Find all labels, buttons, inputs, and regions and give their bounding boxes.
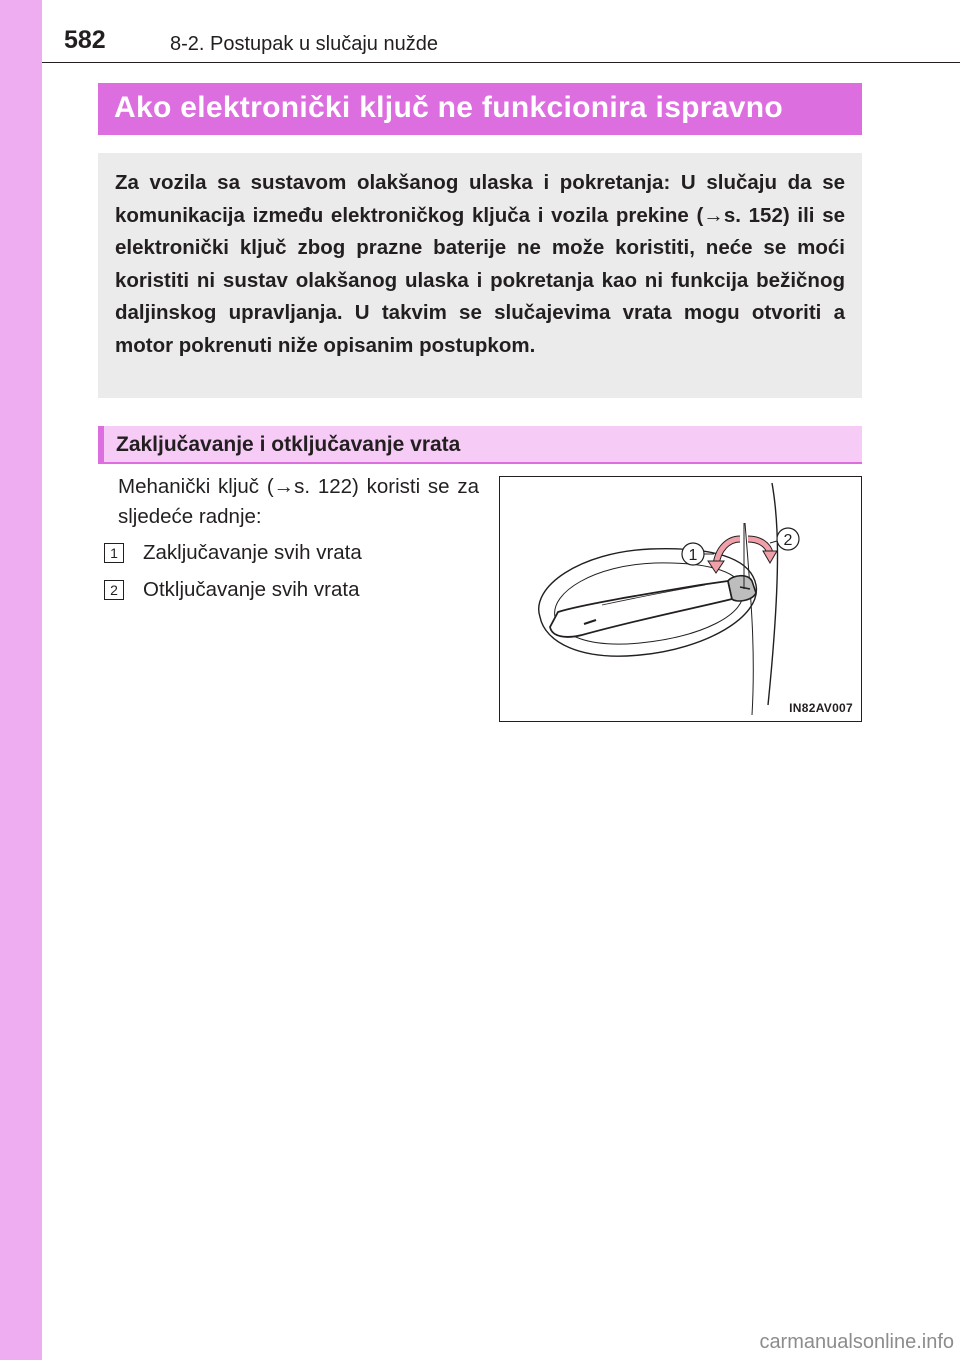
callout-leader-2 <box>770 541 777 543</box>
section-heading: Zaključavanje i otključavanje vrata <box>116 433 461 456</box>
section-heading-accent <box>98 426 104 464</box>
door-panel-line <box>745 523 753 715</box>
key-cylinder <box>728 576 756 601</box>
unlock-arrow-head <box>763 551 777 563</box>
chapter-heading: 8-2. Postupak u slučaju nužde <box>170 33 438 55</box>
door-edge-line <box>768 483 778 705</box>
door-handle-illustration <box>499 476 862 722</box>
list-number-box: 2 <box>104 580 124 600</box>
list-item-label: Zaključavanje svih vrata <box>143 541 362 564</box>
side-color-strip <box>0 0 42 1360</box>
section-body-text: Mehanički ključ (→s. 122) koristi se za sljedeće radnje: <box>118 475 479 528</box>
section-heading-bar <box>98 426 862 462</box>
header-divider <box>42 62 960 63</box>
figure-code: IN82AV007 <box>789 701 853 715</box>
door-handle-drawing <box>500 477 861 721</box>
page-title: Ako elektronički ključ ne funkcionira ispravno <box>114 91 783 124</box>
callout-number-2: 2 <box>783 532 793 549</box>
intro-text: Za vozila sa sustavom olakšanog ulaska i pokretanja: U slučaju da se komunikacija između elektroničkog ključa i vozila prekine (→s. 152) ili se elektronički ključ zbog prazne baterije ne može koristiti, neće se moći koristiti ni sustav olakšanog ulaska i pokretanja kao ni funkcija bežičnog daljinskog upravljanja. U takvim se slučajevima vrata mogu otvoriti a motor pokrenuti niže opisanim postupkom. <box>115 171 845 357</box>
list-number-box: 1 <box>104 543 124 563</box>
watermark-text: carmanualsonline.info <box>759 1331 954 1353</box>
title-bar <box>98 83 862 135</box>
intro-box <box>98 153 862 398</box>
callout-number-1: 1 <box>688 547 698 564</box>
section-heading-underline <box>98 462 862 464</box>
list-item-label: Otključavanje svih vrata <box>143 578 360 601</box>
page-number: 582 <box>64 26 106 54</box>
